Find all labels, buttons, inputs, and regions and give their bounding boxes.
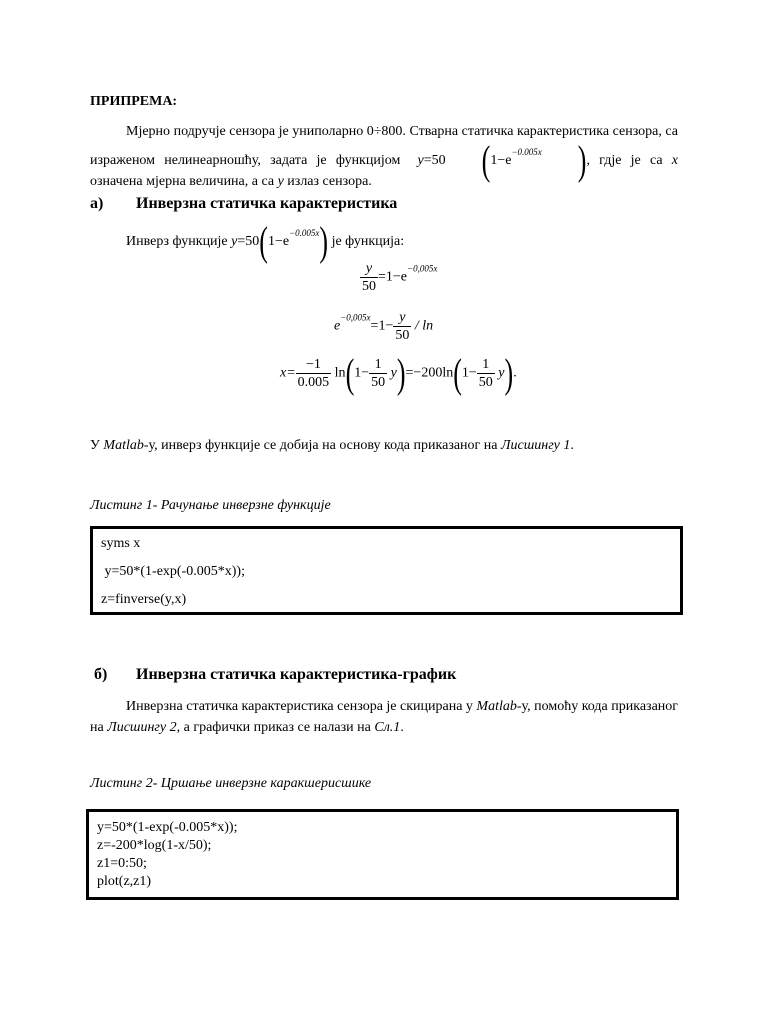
- code-line: z=-200*log(1-x/50);: [97, 838, 212, 853]
- inverse-prefix: Инверз функције: [126, 234, 228, 249]
- listing-1-code: [90, 526, 683, 615]
- page-heading: ПРИПРЕМА:: [90, 94, 178, 109]
- section-b-title: Инверзна статичка карактеристика-график: [136, 666, 457, 683]
- var-y: y: [277, 174, 284, 189]
- section-a-label: а): [90, 195, 104, 212]
- code-line: syms x: [101, 536, 141, 551]
- intro-text: Мјерно подручје сензора је униполарно 0÷800. Стварна статичка карактеристика сензора, са израженом нелинеарношћу, задата је функцијом: [90, 124, 678, 168]
- section-b-label: б): [94, 666, 108, 683]
- inverse-suffix: је функција:: [331, 234, 405, 249]
- figure-ref: Сл.1: [374, 720, 401, 735]
- section-a-title: Инверзна статичка карактеристика: [136, 195, 398, 212]
- intro-text-2: , гдје је са: [586, 153, 663, 168]
- code-line: z1=0:50;: [97, 856, 147, 871]
- section-b-paragraph: Инверзна статичка карактеристика сензора је скицирана у Matlab-у, помоћу кода приказаног на Лисшингу 2, а графички приказ се налази на Сл.1.: [90, 699, 679, 735]
- equation-1: $\frac{y}{50}$ $=1-e^{-0,005x}$: [362, 261, 438, 294]
- matlab-paragraph: У Matlab-у, инверз функције се добија на основу кода приказаног на Лисшингу 1.: [90, 438, 574, 453]
- code-line: y=50*(1-exp(-0.005*x));: [101, 564, 245, 579]
- intro-text-4: излаз сензора.: [283, 174, 372, 189]
- listing-1-caption: Листинг 1- Рачунање инверзне функције: [90, 498, 331, 513]
- inverse-formula: $y=50(1-e^{-0.005x})$: [231, 217, 329, 265]
- var-x: x: [671, 153, 678, 168]
- listing-2-ref: Лисшингу 2: [107, 720, 177, 735]
- intro-formula: y=50 ($1-e^{-0.005x}$ ): [417, 136, 587, 184]
- listing-2-caption: Листинг 2- Цршање инверзне каракшерисшике: [90, 776, 372, 791]
- code-line: plot(z,z1): [97, 874, 152, 889]
- equation-2: $e^{-0,005x}=1-$ $\frac{y}{50}$ / ln: [334, 310, 434, 343]
- equation-3: x= $\frac{-1}{0.005}$ ln(1− $\frac{1}{50}$ y)=−200ln(1− $\frac{1}{50}$ y).: [280, 349, 517, 396]
- listing-1-ref: Лисшингу 1: [501, 438, 571, 453]
- inverse-intro-line: [126, 217, 405, 265]
- intro-paragraph: [90, 121, 678, 192]
- listing-2-code: [86, 809, 679, 900]
- code-line: z=finverse(y,x): [101, 592, 187, 607]
- intro-text-3: означена мјерна величина, а са: [90, 174, 278, 189]
- code-line: y=50*(1-exp(-0.005*x));: [97, 820, 238, 835]
